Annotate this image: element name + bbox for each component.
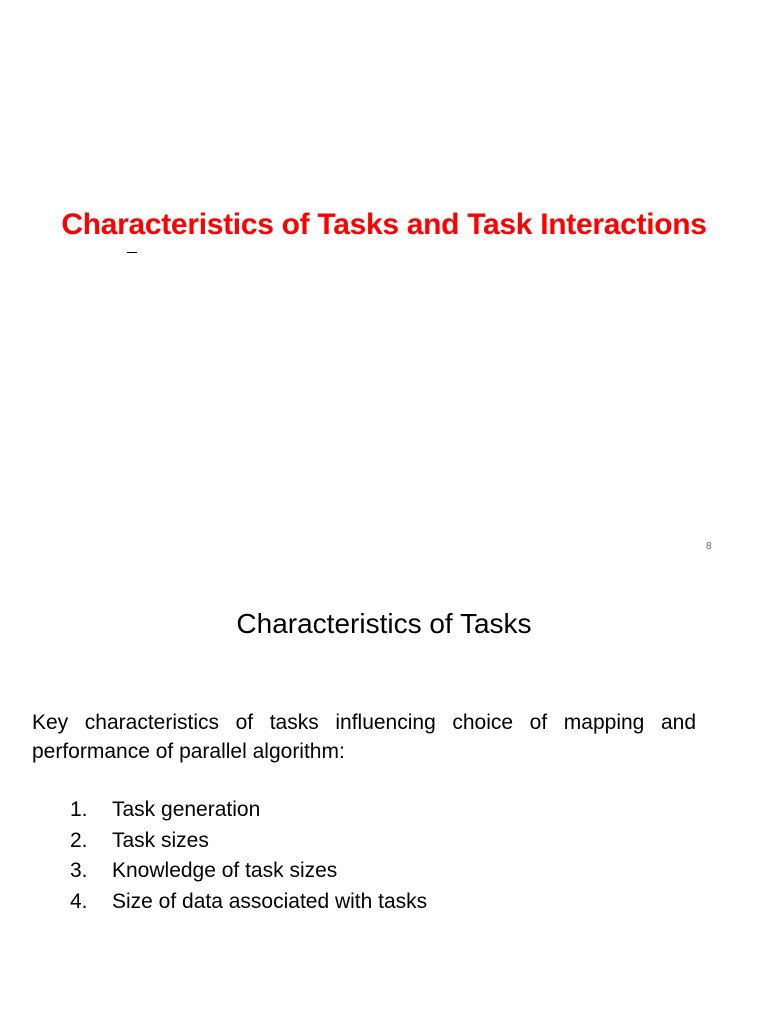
page-number: 8	[706, 541, 712, 552]
list-text: Task generation	[112, 798, 261, 821]
list-item	[70, 826, 427, 857]
intro-paragraph: Key characteristics of tasks influencing choice of mapping and performance of parallel algorithm:	[32, 711, 696, 763]
list-item	[70, 856, 427, 887]
list-item	[70, 795, 427, 826]
list-item	[70, 887, 427, 918]
characteristics-list	[70, 795, 427, 917]
underline-mark	[127, 252, 137, 253]
list-text: Knowledge of task sizes	[112, 859, 338, 882]
list-number: 3.	[70, 859, 88, 882]
list-text: Size of data associated with tasks	[112, 889, 428, 913]
list-text: Task sizes	[112, 828, 209, 852]
list-number: 1.	[70, 798, 88, 821]
slide-content	[0, 576, 768, 1024]
list-number: 4.	[70, 889, 88, 913]
slide-heading: Characteristics of Tasks	[236, 608, 532, 639]
slide-main-title: Characteristics of Tasks and Task Interactions	[61, 208, 707, 241]
list-number: 2.	[70, 828, 88, 852]
